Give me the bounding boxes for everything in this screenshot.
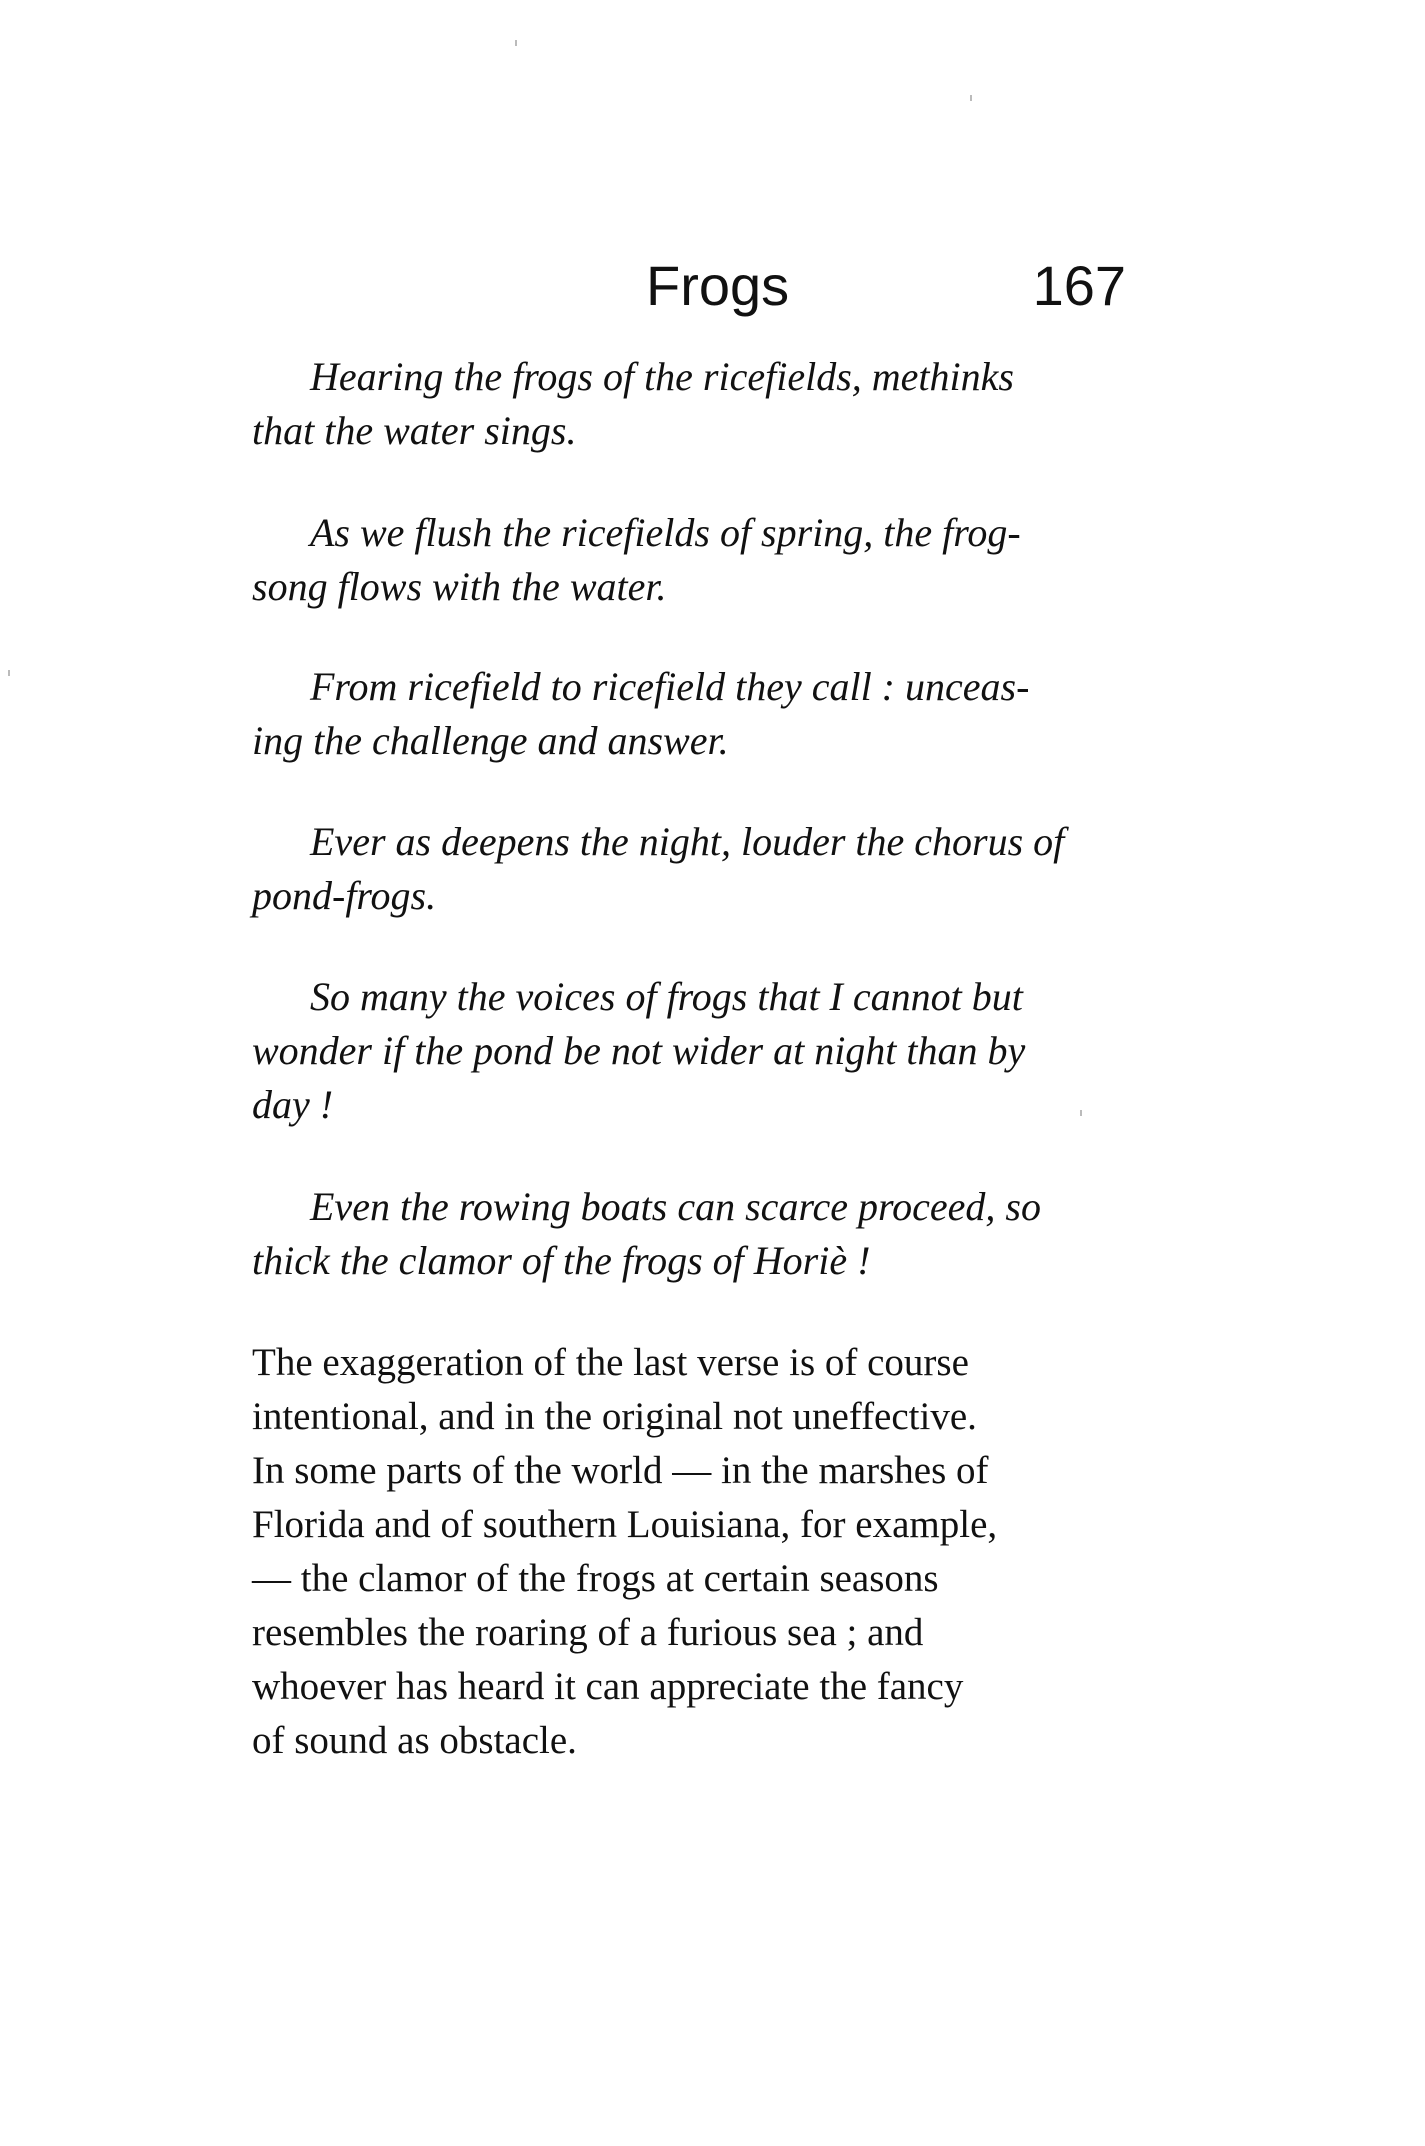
prose-line: of sound as obstacle. xyxy=(252,1719,577,1762)
verse-line: day ! xyxy=(252,1082,334,1127)
verse-line: Ever as deepens the night, louder the chorus of xyxy=(310,819,1065,864)
prose-line: Florida and of southern Louisiana, for example, xyxy=(252,1503,998,1546)
verse-line: pond-frogs. xyxy=(252,873,437,918)
prose-line: whoever has heard it can appreciate the fancy xyxy=(252,1665,964,1708)
verse-line: Hearing the frogs of the ricefields, methinks xyxy=(310,354,1014,399)
verse xyxy=(252,350,1122,458)
verse-line: ing the challenge and answer. xyxy=(252,718,729,763)
verse-line: thick the clamor of the frogs of Horiè ! xyxy=(252,1238,871,1283)
verse-line: wonder if the pond be not wider at night than by xyxy=(252,1028,1026,1073)
scan-speck xyxy=(970,95,972,101)
verse xyxy=(252,506,1122,614)
verse-line: From ricefield to ricefield they call : unceas- xyxy=(310,664,1030,709)
verse-line: song flows with the water. xyxy=(252,564,667,609)
verse xyxy=(252,660,1122,768)
verse-line: As we flush the ricefields of spring, the frog- xyxy=(310,510,1021,555)
verse-line: that the water sings. xyxy=(252,408,577,453)
prose-line: — the clamor of the frogs at certain seasons xyxy=(252,1557,939,1600)
prose-line: intentional, and in the original not uneffective. xyxy=(252,1395,977,1438)
running-title: Frogs xyxy=(646,254,790,317)
scan-speck xyxy=(8,670,10,676)
scan-speck xyxy=(515,40,517,46)
verse xyxy=(252,1180,1122,1288)
running-header xyxy=(640,254,1130,338)
prose-paragraph xyxy=(252,1336,1122,1768)
verse xyxy=(252,970,1122,1132)
verse xyxy=(252,815,1122,923)
prose-line: resembles the roaring of a furious sea ; and xyxy=(252,1611,924,1654)
verse-line: Even the rowing boats can scarce proceed, so xyxy=(310,1184,1041,1229)
page-number: 167 xyxy=(1032,254,1126,317)
prose-line: In some parts of the world — in the marshes of xyxy=(252,1449,989,1492)
verse-line: So many the voices of frogs that I cannot but xyxy=(310,974,1023,1019)
prose-line: The exaggeration of the last verse is of course xyxy=(252,1341,969,1384)
